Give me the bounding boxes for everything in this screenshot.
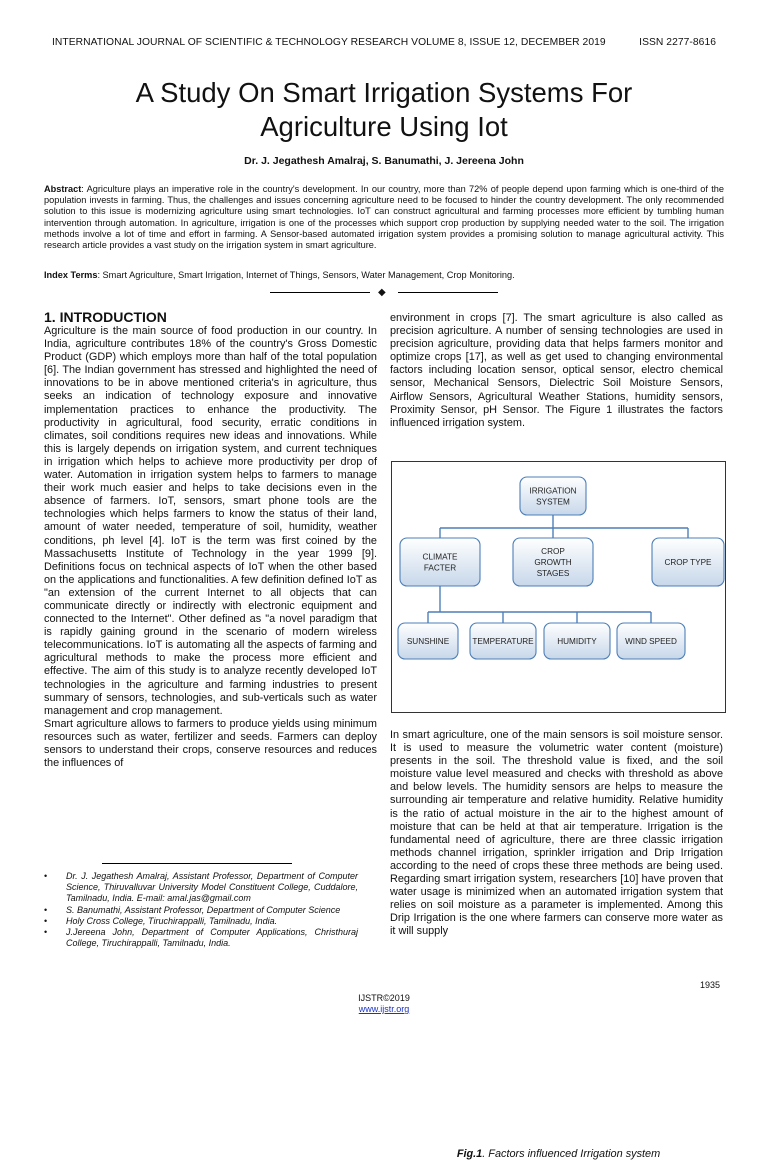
section-heading-introduction: 1. INTRODUCTION	[44, 309, 167, 325]
right-paragraph-1: environment in crops [7]. The smart agriculture is also called as precision agriculture. A number of sensing technologies are used in precision agriculture, providing data that helps farmers monitor and optimize crops [17], as well as get used to changing environmental factors including location sensor, optical sensor, electro chemical sensor, Mechanical Sensors, Dielectric Soil Moisture Sensors, Airflow Sensors, Agricultural Weather Stations, humidity sensors, Proximity Sensor, pH Sensor. The Figure 1 illustrates the factors influenced irrigation system.	[390, 312, 723, 429]
issn: ISSN 2277-8616	[639, 37, 716, 48]
footnote-item: • Dr. J. Jegathesh Amalraj, Assistant Professor, Department of Computer Science, Thiruvalluvar University Model Constituent College, Cuddalore, Tamilnadu, India. E-mail: amal.jas@gmail.com	[44, 871, 358, 905]
footnote-separator	[102, 863, 292, 864]
footnote-item: • Holy Cross College, Tiruchirappalli, Tamilnadu, India.	[44, 916, 358, 927]
node-wind-speed-label: WIND SPEED	[625, 637, 677, 646]
node-crop-growth-stages-label: STAGES	[536, 569, 570, 578]
journal-header: INTERNATIONAL JOURNAL OF SCIENTIFIC & TECHNOLOGY RESEARCH VOLUME 8, ISSUE 12, DECEMBER 2019	[52, 37, 606, 48]
footnote-item: • J.Jereena John, Department of Computer Applications, Christhuraj College, Tiruchirappalli, Tamilnadu, India.	[44, 927, 358, 949]
node-climate-facter	[400, 538, 480, 586]
footer-copyright: IJSTR©2019	[358, 993, 410, 1003]
authors: Dr. J. Jegathesh Amalraj, S. Banumathi, J. Jereena John	[244, 155, 524, 167]
node-irrigation-system	[520, 477, 586, 515]
author-footnotes	[44, 871, 358, 949]
title-line-2: Agriculture Using Iot	[260, 111, 508, 142]
node-irrigation-system-label: SYSTEM	[536, 497, 570, 507]
irrigation-factors-diagram	[392, 462, 725, 680]
intro-paragraph-2: Smart agriculture allows to farmers to produce yields using minimum resources such as water, fertilizer and seeds. Farmers can deploy sensors to understand their crops, conserve resources and reduces the influences of	[44, 717, 377, 770]
node-sunshine-label: SUNSHINE	[406, 637, 450, 646]
index-terms-text: : Smart Agriculture, Smart Irrigation, Internet of Things, Sensors, Water Management, Crop Monitoring.	[97, 270, 515, 280]
intro-paragraph-1: Agriculture is the main source of food production in our country. In India, agriculture contributes 18% of the country's Gross Domestic Product (GDP) which employs more than half of the total population [6]. The Indian government has stressed and highlighted the need of innovations to be in above mentioned criteria's in agriculture, thus seeks an indication of technology exposure and innovative implementation practices to enhance the productivity. The productivity in agricultural, food security, erratic conditions in climates, soil conditions requires new ideas and innovations. While this is largely depends on irrigation system, and current techniques in irrigation which helps to achieve more productivity per drop of water. Automation in irrigation system helps to farmers to manage their work much easier and helps to take decisions even in the absence of farmers. IoT, sensors, smart phone tools are the technologies which helps farmers to know the status of their land, amount of water needed, temperature of soil, humidity, weather conditions, ph level [4]. IoT is the term was first coined by the Massachusetts Institute of Technology in the year 1999 [9]. Definitions focus on technical aspects of IoT when the other based on the applications and functionalities. A few definition defined IoT as "an extension of the current Internet to all objects that can communicate directly or indirectly with electronic equipment and connected to the Internet". Other defined as "a novel paradigm that is rapidly gaining ground in the scenario of modern wireless telecommunications. IoT is automating all the aspects of farming and agricultural methods to make the process more efficient and effective. The aim of this study is to analyze recently developed IoT technologies in the agriculture and farming industries to present summary of sensors, technologies, and sub-verticals such as water management and crop management.	[44, 325, 377, 717]
page-footer	[0, 993, 768, 1015]
index-terms	[44, 270, 724, 280]
right-paragraph-2: In smart agriculture, one of the main sensors is soil moisture sensor. It is used to measure the volumetric water content (moisture) presents in the soil. The threshold value is fixed, and the soil moisture value level measured and checks with threshold as above and below levels. The humidity sensors are helps to measure the surrounding air temperature and relative humidity. Relative humidity is the ratio of actual moisture in the air to the highest amount of moisture that can be held at that air temperature. Irrigation is the fundamental need of agriculture, there are three classic irrigation methods channel irrigation, sprinkler irrigation and Drip Irrigation according to the need of crops these three methods are being used. Regarding smart irrigation system, researchers [10] have proven that water usage is minimized when an automated irrigation system that relies on soil moisture as a parameter is implemented. Among this Drip Irrigation is the one where farmers can conserve more water as it will supply	[390, 729, 723, 938]
right-column-bottom	[390, 729, 723, 939]
section-divider	[270, 287, 498, 299]
footer-url-link[interactable]: www.ijstr.org	[358, 1004, 410, 1014]
index-terms-label: Index Terms	[44, 270, 98, 280]
right-column-top	[390, 312, 723, 430]
left-column-text	[44, 325, 377, 770]
divider-diamond-icon: ◆	[378, 287, 386, 298]
abstract-text: : Agriculture plays an imperative role in the country's development. In our country, more than 72% of people depend upon farming which is one-third of the population invests in farming. Thus, the challenges and issues concerning agriculture need to be focused to hinder the country development. The only recommended solution to this issue is modernizing agriculture using smart technologies. IoT can construct agricultural and farming processes more efficient by tumbling human intervention through automation. In agriculture, irrigation is one of the processes which support crop production by supplying needed water to the soil. The irrigation methods involve a lot of time and effort in farming. A Sensor-based automated irrigation system provides a promising solution to manage agricultural activity. This research article provides a vast study on the irrigation system in smart agriculture.	[44, 184, 724, 251]
figure-caption	[392, 1148, 725, 1160]
node-temperature-label: TEMPERATURE	[472, 637, 534, 646]
node-crop-type-label: CROP TYPE	[664, 558, 712, 567]
node-crop-growth-stages-label: CROP	[541, 547, 565, 556]
footnote-item: • S. Banumathi, Assistant Professor, Department of Computer Science	[44, 905, 358, 916]
figure-caption-label: Fig.1	[456, 1148, 483, 1160]
page-number: 1935	[700, 980, 721, 990]
node-climate-facter-label: FACTER	[423, 563, 457, 573]
node-climate-facter-label: CLIMATE	[422, 552, 458, 562]
figure-caption-text: . Factors influenced Irrigation system	[482, 1148, 661, 1160]
node-crop-growth-stages-label: GROWTH	[534, 558, 572, 567]
title-line-1: A Study On Smart Irrigation Systems For	[135, 77, 633, 108]
node-irrigation-system-label: IRRIGATION	[529, 486, 577, 496]
abstract-label: Abstract	[44, 184, 82, 194]
abstract	[44, 184, 724, 251]
running-header	[52, 37, 716, 48]
paper-title	[40, 76, 728, 144]
node-humidity-label: HUMIDITY	[557, 637, 597, 646]
